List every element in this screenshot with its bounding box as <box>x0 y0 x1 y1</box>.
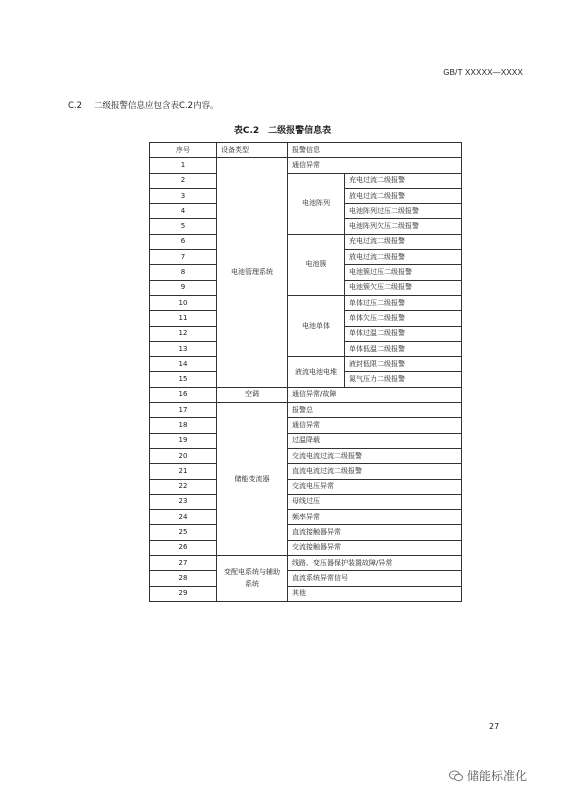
section-text: 二级报警信息应包含表C.2内容。 <box>94 101 219 111</box>
watermark <box>449 767 527 784</box>
alarm-cell: 母线过压 <box>288 494 462 509</box>
row-number: 14 <box>150 357 217 372</box>
section-number: C.2 <box>68 101 83 111</box>
wechat-icon <box>449 770 463 782</box>
device-type-cell: 储能变流器 <box>217 403 288 556</box>
alarm-cell: 液封低限二级报警 <box>345 357 462 372</box>
device-type-cell: 空调 <box>217 387 288 402</box>
alarm-cell: 频率异常 <box>288 510 462 525</box>
header-device-type: 设备类型 <box>217 143 288 158</box>
subgroup-cell: 电池簇 <box>288 234 345 295</box>
row-number: 25 <box>150 525 217 540</box>
device-type-cell: 电池管理系统 <box>217 158 288 387</box>
alarm-cell: 其他 <box>288 586 462 601</box>
header-no: 序号 <box>150 143 217 158</box>
row-number: 13 <box>150 341 217 356</box>
row-number: 1 <box>150 158 217 173</box>
table-row <box>150 464 462 479</box>
row-number: 2 <box>150 173 217 188</box>
alarm-cell: 充电过流二级报警 <box>345 173 462 188</box>
alarm-cell: 线路、变压器保护装置故障/异常 <box>288 556 462 571</box>
alarm-cell: 通信异常/故障 <box>288 387 462 402</box>
row-number: 19 <box>150 433 217 448</box>
alarm-cell: 放电过流二级报警 <box>345 188 462 203</box>
row-number: 11 <box>150 311 217 326</box>
table-header-row <box>150 143 462 158</box>
row-number: 22 <box>150 479 217 494</box>
alarm-cell: 过温降载 <box>288 433 462 448</box>
row-number: 15 <box>150 372 217 387</box>
alarm-cell: 通信异常 <box>288 158 462 173</box>
alarm-cell: 氮气压力二级报警 <box>345 372 462 387</box>
row-number: 29 <box>150 586 217 601</box>
alarm-cell: 充电过流二级报警 <box>345 234 462 249</box>
row-number: 5 <box>150 219 217 234</box>
header-alarm-info: 报警信息 <box>288 143 462 158</box>
table-row <box>150 540 462 555</box>
row-number: 7 <box>150 250 217 265</box>
row-number: 21 <box>150 464 217 479</box>
row-number: 9 <box>150 280 217 295</box>
subgroup-cell: 液流电池电堆 <box>288 357 345 388</box>
row-number: 4 <box>150 204 217 219</box>
table-title: 表C.2 二级报警信息表 <box>233 126 332 136</box>
table-row <box>150 448 462 463</box>
table-row <box>150 510 462 525</box>
alarm-cell: 报警总 <box>288 403 462 418</box>
alarm-cell: 电池簇过压二级报警 <box>345 265 462 280</box>
row-number: 3 <box>150 188 217 203</box>
row-number: 26 <box>150 540 217 555</box>
table-row <box>150 418 462 433</box>
alarm-cell: 电池簇欠压二级报警 <box>345 280 462 295</box>
alarm-info-table <box>149 142 462 602</box>
row-number: 23 <box>150 494 217 509</box>
subgroup-cell: 电池阵列 <box>288 173 345 234</box>
alarm-cell: 电池阵列过压二级报警 <box>345 204 462 219</box>
table-row <box>150 525 462 540</box>
table-row <box>150 357 462 372</box>
alarm-cell: 单体过压二级报警 <box>345 295 462 310</box>
row-number: 8 <box>150 265 217 280</box>
document-code: GB/T XXXXX—XXXX <box>443 68 523 77</box>
table-row <box>150 295 462 310</box>
row-number: 10 <box>150 295 217 310</box>
watermark-text: 储能标准化 <box>467 769 528 783</box>
table-row <box>150 158 462 173</box>
alarm-cell: 电池阵列欠压二级报警 <box>345 219 462 234</box>
alarm-cell: 单体欠压二级报警 <box>345 311 462 326</box>
table-row <box>150 387 462 402</box>
page-number: 27 <box>489 722 500 731</box>
alarm-cell: 交流电压异常 <box>288 479 462 494</box>
row-number: 18 <box>150 418 217 433</box>
row-number: 17 <box>150 403 217 418</box>
alarm-cell: 交流电流过流二级报警 <box>288 448 462 463</box>
alarm-cell: 直流系统异常信号 <box>288 571 462 586</box>
table-row <box>150 571 462 586</box>
table-row <box>150 479 462 494</box>
alarm-cell: 通信异常 <box>288 418 462 433</box>
alarm-cell: 直流接触器异常 <box>288 525 462 540</box>
row-number: 16 <box>150 387 217 402</box>
alarm-cell: 单体过温二级报警 <box>345 326 462 341</box>
table-row <box>150 173 462 188</box>
alarm-cell: 直流电流过流二级报警 <box>288 464 462 479</box>
row-number: 12 <box>150 326 217 341</box>
section-paragraph <box>68 99 219 111</box>
table-row <box>150 234 462 249</box>
table-row <box>150 403 462 418</box>
row-number: 28 <box>150 571 217 586</box>
alarm-cell: 放电过流二级报警 <box>345 250 462 265</box>
row-number: 20 <box>150 448 217 463</box>
row-number: 6 <box>150 234 217 249</box>
table-row <box>150 494 462 509</box>
table-row <box>150 586 462 601</box>
device-type-cell: 变配电系统与辅助系统 <box>217 556 288 602</box>
subgroup-cell: 电池单体 <box>288 295 345 356</box>
alarm-cell: 交流接触器异常 <box>288 540 462 555</box>
row-number: 27 <box>150 556 217 571</box>
table-row <box>150 556 462 571</box>
row-number: 24 <box>150 510 217 525</box>
alarm-cell: 单体低温二级报警 <box>345 341 462 356</box>
table-row <box>150 433 462 448</box>
